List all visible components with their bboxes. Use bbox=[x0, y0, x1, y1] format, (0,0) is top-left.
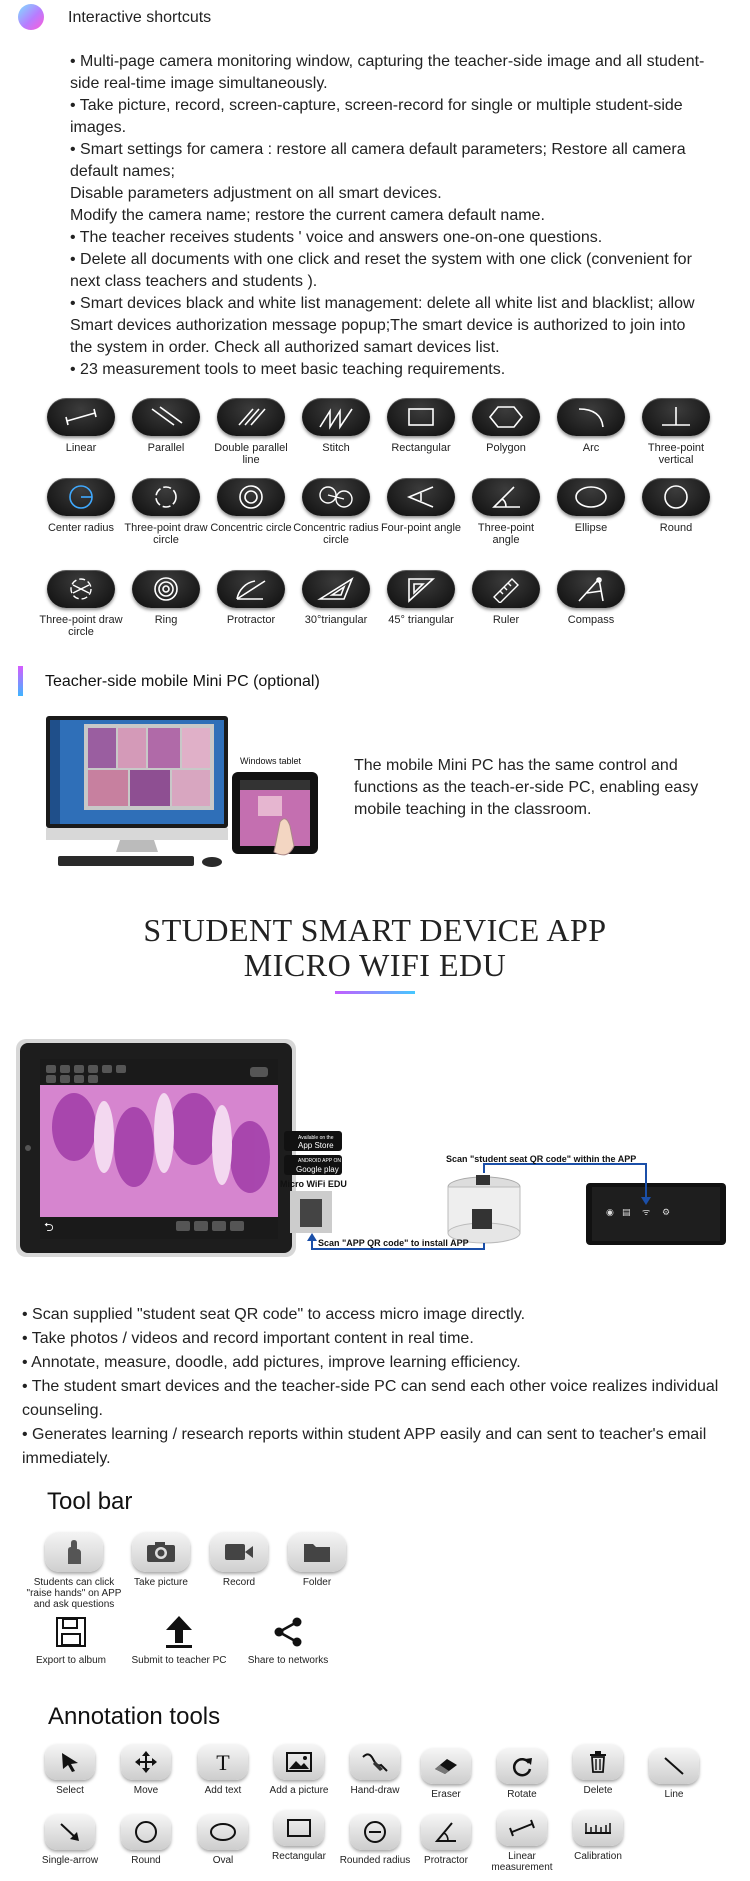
annotation-add-picture[interactable] bbox=[259, 1744, 339, 1796]
eraser-icon bbox=[421, 1748, 471, 1784]
annotation-single-arrow[interactable] bbox=[30, 1814, 110, 1866]
tool-stitch[interactable] bbox=[293, 398, 379, 454]
app-name-label: Micro WiFi EDU bbox=[280, 1179, 347, 1189]
upload-arrow-icon bbox=[126, 1614, 232, 1650]
google-play-small-text: ANDROID APP ON bbox=[298, 1158, 341, 1164]
tool-label: Ellipse bbox=[574, 522, 608, 534]
tool-label: Concentric circle bbox=[210, 522, 292, 534]
annotation-round[interactable] bbox=[106, 1814, 186, 1866]
calibration-ruler-icon bbox=[573, 1810, 623, 1846]
annotation-calibration[interactable] bbox=[558, 1810, 638, 1862]
camera-icon bbox=[132, 1532, 190, 1572]
three-point-circle-icon bbox=[47, 570, 115, 608]
concentric-radius-icon bbox=[302, 478, 370, 516]
tool-label: Polygon bbox=[486, 442, 526, 454]
tool-label: Arc bbox=[582, 442, 600, 454]
annotation-rectangular[interactable] bbox=[259, 1810, 339, 1862]
toolbar-label: Share to networks bbox=[247, 1655, 329, 1666]
ring-icon bbox=[132, 570, 200, 608]
line-icon bbox=[649, 1748, 699, 1784]
annotation-title: Annotation tools bbox=[48, 1703, 221, 1730]
rectangle-icon bbox=[274, 1810, 324, 1846]
tool-label: Three-point draw circle bbox=[124, 522, 208, 546]
annotation-label: Add text bbox=[204, 1785, 242, 1796]
compass-icon bbox=[557, 570, 625, 608]
tool-label: 45° triangular bbox=[388, 614, 454, 626]
app-title-line2: MICRO WIFI EDU bbox=[243, 947, 507, 983]
tool-double-parallel-line[interactable] bbox=[208, 398, 294, 466]
title-underline bbox=[335, 991, 415, 994]
scan-seat-label: Scan "student seat QR code" within the APP bbox=[446, 1154, 637, 1164]
tool-center-radius[interactable] bbox=[38, 478, 124, 534]
tool-label: Ring bbox=[154, 614, 178, 626]
annotation-hand-draw[interactable] bbox=[335, 1744, 415, 1796]
tool-label: Parallel bbox=[147, 442, 185, 454]
tool-parallel[interactable] bbox=[123, 398, 209, 454]
annotation-label: Protractor bbox=[424, 1855, 468, 1866]
ruler-icon bbox=[472, 570, 540, 608]
tool-linear[interactable] bbox=[38, 398, 124, 454]
three-point-angle-icon bbox=[472, 478, 540, 516]
annotation-label: Round bbox=[131, 1855, 161, 1866]
tool-protractor[interactable] bbox=[208, 570, 294, 626]
tool-label: Rectangular bbox=[391, 442, 451, 454]
student-feature-item: • Scan supplied "student seat QR code" to access micro image directly. bbox=[22, 1306, 526, 1323]
app-store-small-text: Available on the bbox=[298, 1135, 334, 1141]
section-title-mini-pc: Teacher-side mobile Mini PC (optional) bbox=[45, 673, 320, 690]
text-icon: T bbox=[198, 1744, 248, 1780]
folder-icon bbox=[288, 1532, 346, 1572]
student-feature-list bbox=[22, 1303, 732, 1471]
tool-arc[interactable] bbox=[548, 398, 634, 454]
tool-four-point-angle[interactable] bbox=[378, 478, 464, 534]
tool-rectangular[interactable] bbox=[378, 398, 464, 454]
trash-icon bbox=[573, 1744, 623, 1780]
tool-three-point-draw-circle[interactable] bbox=[123, 478, 209, 546]
annotation-oval[interactable] bbox=[183, 1814, 263, 1866]
annotation-label: Add a picture bbox=[269, 1785, 329, 1796]
arrow-icon bbox=[45, 1814, 95, 1850]
toolbar-record[interactable] bbox=[206, 1532, 272, 1588]
floppy-disk-icon bbox=[26, 1614, 116, 1650]
tool-label: Linear bbox=[65, 442, 97, 454]
parallel-icon bbox=[132, 398, 200, 436]
toolbar-label: Folder bbox=[302, 1577, 332, 1588]
section-bullet-icon bbox=[18, 4, 44, 30]
tool-ring[interactable] bbox=[123, 570, 209, 626]
arc-icon bbox=[557, 398, 625, 436]
toolbar-folder[interactable] bbox=[284, 1532, 350, 1588]
tablet-label: Windows tablet bbox=[240, 756, 302, 766]
tool-label: Three-point angle bbox=[477, 522, 535, 546]
annotation-eraser[interactable] bbox=[406, 1748, 486, 1800]
tool-round[interactable] bbox=[633, 478, 719, 534]
rectangle-icon bbox=[387, 398, 455, 436]
stitch-icon bbox=[302, 398, 370, 436]
student-feature-item: • Generates learning / research reports within student APP easily and can sent to teacher's email immediately. bbox=[22, 1426, 707, 1467]
circle-icon bbox=[121, 1814, 171, 1850]
annotation-label: Eraser bbox=[431, 1789, 461, 1800]
image-icon bbox=[274, 1744, 324, 1780]
annotation-rotate[interactable] bbox=[482, 1748, 562, 1800]
tool-ruler[interactable] bbox=[463, 570, 549, 626]
tool-label: Concentric radius circle bbox=[293, 522, 379, 546]
annotation-label: Move bbox=[133, 1785, 159, 1796]
annotation-label: Delete bbox=[583, 1785, 613, 1796]
three-point-circle-icon bbox=[132, 478, 200, 516]
toolbar-label: Record bbox=[222, 1577, 256, 1588]
tool-label: 30°triangular bbox=[304, 614, 368, 626]
annotation-line[interactable] bbox=[634, 1748, 714, 1800]
tool-label: Three-point draw circle bbox=[39, 614, 123, 638]
move-arrows-icon bbox=[121, 1744, 171, 1780]
annotation-label: Single-arrow bbox=[41, 1855, 99, 1866]
raise-hand-icon bbox=[45, 1532, 103, 1572]
tool-label: Four-point angle bbox=[380, 522, 462, 534]
tool-label: Ruler bbox=[492, 614, 520, 626]
ellipse-icon bbox=[557, 478, 625, 516]
toolbar-label: Take picture bbox=[134, 1577, 188, 1588]
tool-three-point-draw-circle-2[interactable] bbox=[38, 570, 124, 638]
share-icon bbox=[242, 1614, 334, 1650]
svg-text:⚙: ⚙ bbox=[662, 1208, 671, 1218]
feature-item: • 23 measurement tools to meet basic teaching requirements. bbox=[70, 361, 506, 378]
feature-item: • Multi-page camera monitoring window, capturing the teacher-side image and all student-side real-time image simultaneously. bbox=[70, 53, 705, 92]
tool-label: Center radius bbox=[47, 522, 115, 534]
tool-label: Stitch bbox=[322, 442, 350, 454]
tool-label: Protractor bbox=[226, 614, 276, 626]
toolbar-submit-teacher[interactable] bbox=[126, 1614, 232, 1666]
video-camera-icon bbox=[210, 1532, 268, 1572]
toolbar-title: Tool bar bbox=[47, 1488, 133, 1515]
feature-item: Modify the camera name; restore the current camera default name. bbox=[70, 207, 545, 224]
toolbar-raise-hands[interactable] bbox=[26, 1532, 122, 1610]
triangle-30-icon bbox=[302, 570, 370, 608]
feature-item: • Smart devices black and white list management: delete all white list and blacklist; allow Smart devices authorization message popup;The smart device is authorized to join into the system in order. Check all authorized samart devices list. bbox=[70, 295, 695, 356]
tool-polygon[interactable] bbox=[463, 398, 549, 454]
tool-concentric-circle[interactable] bbox=[208, 478, 294, 534]
tool-label: Double parallel line bbox=[214, 442, 288, 466]
svg-text:ᯤ: ᯤ bbox=[642, 1208, 651, 1218]
circle-icon bbox=[642, 478, 710, 516]
app-diagram bbox=[14, 1037, 734, 1262]
linear-measure-icon bbox=[497, 1810, 547, 1846]
annotation-linear-measurement[interactable] bbox=[482, 1810, 562, 1873]
hand-draw-icon bbox=[350, 1744, 400, 1780]
feature-item: Disable parameters adjustment on all smart devices. bbox=[70, 185, 442, 202]
annotation-label: Rectangular bbox=[272, 1851, 326, 1862]
vertical-icon bbox=[642, 398, 710, 436]
tool-three-point-vertical[interactable] bbox=[633, 398, 719, 466]
tool-compass[interactable] bbox=[548, 570, 634, 626]
scan-app-label: Scan "APP QR code" to install APP bbox=[318, 1238, 469, 1248]
feature-item: • Smart settings for camera : restore all camera default parameters; Restore all camera default names; bbox=[70, 141, 686, 180]
feature-item: • The teacher receives students ' voice and answers one-on-one questions. bbox=[70, 229, 603, 246]
double-parallel-icon bbox=[217, 398, 285, 436]
annotation-label: Line bbox=[664, 1789, 684, 1800]
linear-icon bbox=[47, 398, 115, 436]
toolbar-export-album[interactable] bbox=[26, 1614, 116, 1666]
toolbar-label: Export to album bbox=[35, 1655, 107, 1666]
annotation-delete[interactable] bbox=[558, 1744, 638, 1796]
annotation-label: Calibration bbox=[574, 1851, 622, 1862]
feature-item: • Take picture, record, screen-capture, screen-record for single or multiple student-side images. bbox=[70, 97, 683, 136]
feature-item: • Delete all documents with one click and reset the system with one click (convenient for next class teachers and students ). bbox=[70, 251, 692, 290]
protractor-icon bbox=[217, 570, 285, 608]
tool-label: Compass bbox=[567, 614, 615, 626]
center-radius-icon bbox=[47, 478, 115, 516]
student-feature-item: • Annotate, measure, doodle, add pictures, improve learning efficiency. bbox=[22, 1354, 521, 1371]
toolbar-label: Students can click "raise hands" on APP and ask questions bbox=[26, 1577, 122, 1610]
annotation-add-text[interactable] bbox=[183, 1744, 263, 1796]
toolbar-label: Submit to teacher PC bbox=[131, 1655, 227, 1666]
tool-label: Three-point vertical bbox=[647, 442, 705, 466]
tool-45-triangular[interactable] bbox=[378, 570, 464, 626]
toolbar-take-picture[interactable] bbox=[128, 1532, 194, 1588]
annotation-label: Linear measurement bbox=[491, 1851, 553, 1873]
rotate-icon bbox=[497, 1748, 547, 1784]
app-title-line1: STUDENT SMART DEVICE APP bbox=[143, 912, 607, 948]
annotation-label: Select bbox=[56, 1785, 84, 1796]
triangle-45-icon bbox=[387, 570, 455, 608]
tool-30-triangular[interactable] bbox=[293, 570, 379, 626]
student-feature-item: • The student smart devices and the teacher-side PC can send each other voice realizes individual counseling. bbox=[22, 1378, 719, 1419]
cursor-icon bbox=[45, 1744, 95, 1780]
mini-pc-description: The mobile Mini PC has the same control and functions as the teach-er-side PC, enabling easy mobile teaching in the classroom. bbox=[354, 757, 699, 818]
angle-icon bbox=[421, 1814, 471, 1850]
annotation-label: Oval bbox=[212, 1855, 234, 1866]
radius-circle-icon bbox=[350, 1814, 400, 1850]
four-point-angle-icon bbox=[387, 478, 455, 516]
annotation-label: Rounded radius bbox=[339, 1855, 411, 1866]
svg-text:▤: ▤ bbox=[622, 1208, 631, 1218]
section-bar bbox=[18, 666, 23, 696]
tool-label: Round bbox=[659, 522, 693, 534]
oval-icon bbox=[198, 1814, 248, 1850]
student-feature-item: • Take photos / videos and record important content in real time. bbox=[22, 1330, 474, 1347]
mini-pc-illustration bbox=[44, 712, 334, 872]
tool-concentric-radius-circle[interactable] bbox=[293, 478, 379, 546]
annotation-label: Rotate bbox=[507, 1789, 537, 1800]
polygon-icon bbox=[472, 398, 540, 436]
app-store-badge: App Store bbox=[298, 1141, 334, 1150]
tool-three-point-angle[interactable] bbox=[463, 478, 549, 546]
svg-text:⮌: ⮌ bbox=[44, 1220, 54, 1234]
annotation-select[interactable] bbox=[30, 1744, 110, 1796]
annotation-protractor[interactable] bbox=[406, 1814, 486, 1866]
google-play-badge: Google play bbox=[296, 1165, 339, 1174]
annotation-rounded-radius[interactable] bbox=[335, 1814, 415, 1866]
svg-text:◉: ◉ bbox=[606, 1208, 614, 1218]
concentric-circle-icon bbox=[217, 478, 285, 516]
annotation-move[interactable] bbox=[106, 1744, 186, 1796]
feature-list bbox=[70, 51, 710, 381]
toolbar-share[interactable] bbox=[242, 1614, 334, 1666]
annotation-label: Hand-draw bbox=[350, 1785, 400, 1796]
section-title-interactive-shortcuts: Interactive shortcuts bbox=[68, 9, 212, 26]
tool-ellipse[interactable] bbox=[548, 478, 634, 534]
